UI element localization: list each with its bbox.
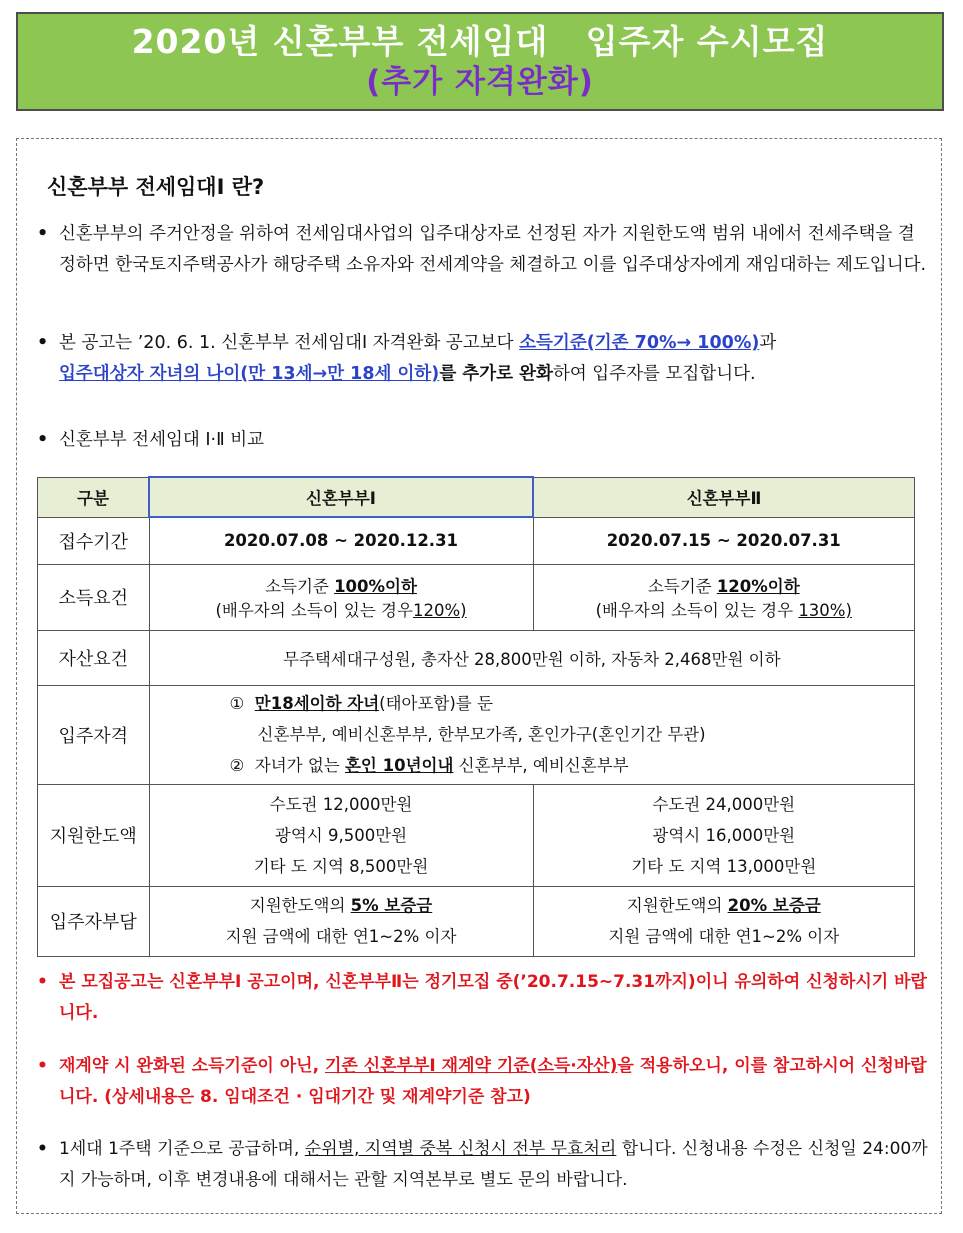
content-panel — [16, 138, 942, 1214]
cell-text: (태아포함)를 둔 — [379, 694, 493, 713]
limit-2 — [533, 784, 915, 886]
cell-emphasis: 만18세이하 자녀 — [254, 694, 380, 713]
notice-red-2-text — [59, 1051, 931, 1113]
row-label: 지원한도액 — [38, 784, 150, 886]
cell-emphasis: 130%) — [798, 601, 852, 620]
table-row — [38, 630, 915, 685]
notice-text — [59, 328, 931, 390]
table-header-row — [38, 477, 915, 517]
cell-emphasis: 5% 보증금 — [350, 896, 433, 915]
banner-subtitle: (추가 자격완화) — [366, 64, 594, 100]
row-label: 입주자부담 — [38, 886, 150, 956]
notice-part: 하여 입주자를 모집합니다. — [552, 364, 756, 384]
qualification — [149, 685, 915, 784]
income-1 — [149, 564, 533, 630]
item-number: ② — [229, 756, 245, 775]
comparison-table — [37, 476, 915, 957]
header-type-1: 신혼부부Ⅰ — [149, 477, 533, 517]
cell-emphasis: 120%이하 — [716, 577, 800, 596]
cell-text: 광역시 16,000만원 — [652, 825, 796, 845]
header-category: 구분 — [38, 477, 150, 517]
notice-part: 본 공고는 ’20. 6. 1. 신혼부부 전세임대Ⅰ 자격완화 공고보다 — [59, 333, 520, 353]
bullet-dot: • — [37, 430, 49, 450]
cell-text: 소득기준 — [647, 577, 717, 596]
bullet-dot: • — [37, 1139, 48, 1159]
cell-text: 지원 금액에 대한 연1~2% 이자 — [225, 927, 457, 946]
cell-emphasis: 120%) — [412, 601, 467, 620]
notice-part: 합니다. 신청내용 수정은 신청일 24:00까지 가능하며, 이후 변경내용에 대해서는 관할 지역본부로 별도 문의 바랍니다. — [59, 1139, 928, 1190]
row-label: 자산요건 — [38, 630, 150, 685]
cell-emphasis: 100%이하 — [334, 577, 417, 596]
bullet-notice — [37, 328, 931, 390]
notice-underline: 기존 신혼부부Ⅰ 재계약 기준(소득·자산) — [324, 1056, 618, 1076]
notice-part: 1세대 1주택 기준으로 공급하며, — [59, 1139, 305, 1159]
cell-text: 지원 금액에 대한 연1~2% 이자 — [608, 927, 840, 946]
definition-text: 신혼부부의 주거안정을 위하여 전세임대사업의 입주대상자로 선정된 자가 지원한도액 범위 내에서 전세주택을 결정하면 한국토지주택공사가 해당주택 소유자와 전세계약을 체결하고 이를 입주대상자에게 재임대하는 제도입니다. — [59, 224, 927, 275]
cell-text: 광역시 9,500만원 — [274, 825, 408, 845]
bullet-dot: • — [37, 972, 48, 992]
cell-text: 소득기준 — [265, 577, 335, 596]
bullet-dot: • — [37, 224, 49, 244]
table-row — [38, 685, 915, 784]
bullet-definition — [37, 219, 931, 281]
banner-title: 2020년 신혼부부 전세임대 입주자 수시모집 — [131, 22, 829, 61]
limit-1 — [149, 784, 533, 886]
cell-text: 수도권 12,000만원 — [269, 794, 413, 814]
bullet-dot: • — [37, 1056, 48, 1076]
period-1: 2020.07.08 ~ 2020.12.31 — [149, 517, 533, 564]
row-label: 입주자격 — [38, 685, 150, 784]
cell-emphasis: 혼인 10년이내 — [344, 756, 454, 775]
row-label: 접수기간 — [38, 517, 150, 564]
notice-red-1 — [37, 967, 931, 1029]
burden-1 — [149, 886, 533, 956]
item-number: ① — [229, 694, 245, 713]
cell-text: 지원한도액의 — [249, 896, 351, 915]
cell-text: 수도권 24,000만원 — [652, 794, 796, 814]
title-banner — [16, 12, 944, 111]
notice-emphasis: 를 추가로 완화 — [439, 364, 553, 384]
bullet-dot: • — [37, 333, 49, 353]
income-criteria-link: 소득기준(기존 70%→ 100%) — [519, 333, 760, 353]
period-2: 2020.07.15 ~ 2020.07.31 — [533, 517, 915, 564]
cell-emphasis: 20% 보증금 — [727, 896, 821, 915]
cell-text: 신혼부부, 예비신혼부부 — [453, 756, 629, 775]
section-heading: 신혼부부 전세임대Ⅰ 란? — [47, 175, 265, 199]
child-age-highlight: 입주대상자 자녀의 나이(만 13세→만 18세 이하) — [59, 364, 440, 384]
income-2 — [533, 564, 915, 630]
table-row — [38, 564, 915, 630]
burden-2 — [533, 886, 915, 956]
notice-underline: 순위별, 지역별 중복 신청시 전부 무효처리 — [304, 1139, 617, 1159]
cell-text: (배우자의 소득이 있는 경우 — [215, 601, 413, 620]
cell-text: 기타 도 지역 8,500만원 — [253, 856, 429, 876]
notice-part: 과 — [759, 333, 777, 353]
cell-text: 자녀가 없는 — [254, 756, 345, 775]
notice-red-2 — [37, 1051, 931, 1113]
bullet-compare — [37, 425, 264, 456]
asset-requirement: 무주택세대구성원, 총자산 28,800만원 이하, 자동차 2,468만원 이하 — [149, 630, 915, 685]
notice-part: 을 적용하오니, 이를 참고하시어 신청바랍니다. (상세내용은 8. 임대조건 · 임대기간 및 재계약기준 참고) — [59, 1056, 927, 1107]
cell-text: (배우자의 소득이 있는 경우 — [595, 601, 799, 620]
notice-final — [37, 1134, 931, 1196]
row-label: 소득요건 — [38, 564, 150, 630]
compare-heading: 신혼부부 전세임대 Ⅰ·Ⅱ 비교 — [59, 430, 265, 450]
cell-text: 신혼부부, 예비신혼부부, 한부모가족, 혼인가구(혼인기간 무관) — [257, 725, 706, 744]
notice-part: 재계약 시 완화된 소득기준이 아닌, — [59, 1056, 325, 1076]
cell-text: 기타 도 지역 13,000만원 — [631, 856, 817, 876]
table-row — [38, 517, 915, 564]
notice-final-text — [59, 1134, 931, 1196]
cell-text: 지원한도액의 — [626, 896, 728, 915]
table-row — [38, 886, 915, 956]
notice-red-1-text: 본 모집공고는 신혼부부Ⅰ 공고이며, 신혼부부Ⅱ는 정기모집 중(’20.7.15~7.31까지)이니 유의하여 신청하시기 바랍니다. — [59, 972, 927, 1023]
table-row — [38, 784, 915, 886]
header-type-2: 신혼부부Ⅱ — [533, 477, 915, 517]
